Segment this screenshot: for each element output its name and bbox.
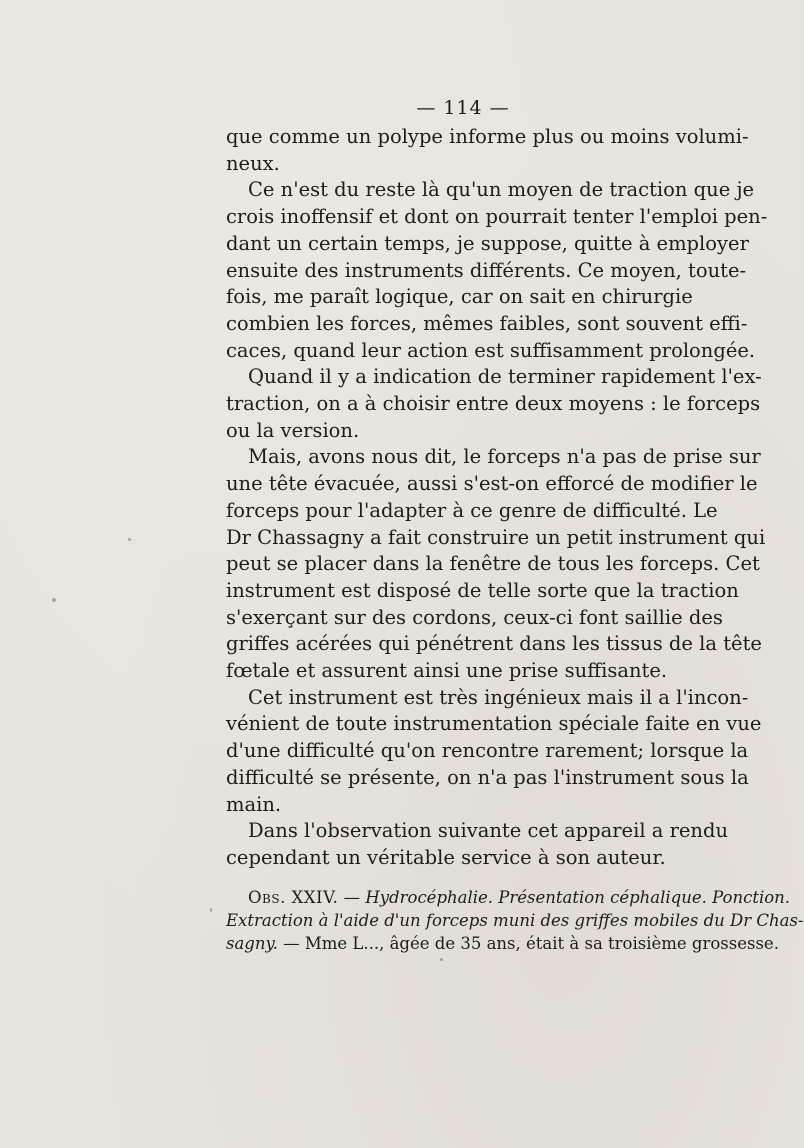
- paragraph: [226, 177, 768, 364]
- text-line: fois, me paraît logique, car on sait en chirurgie: [226, 285, 693, 309]
- text-line: Dans l'observation suivante cet appareil a rendu: [248, 819, 729, 843]
- text-line: traction, on a à choisir entre deux moyens : le forceps: [226, 392, 761, 416]
- body-text: [226, 124, 768, 872]
- text-line: une tête évacuée, aussi s'est-on efforcé de modifier le: [226, 472, 758, 496]
- text-line: main.: [226, 792, 282, 816]
- text-line: Quand il y a indication de terminer rapidement l'ex-: [248, 365, 762, 389]
- observation-title-3: sagny.: [226, 933, 278, 953]
- text-line: vénient de toute instrumentation spéciale faite en vue: [226, 712, 762, 736]
- text-line: peut se placer dans la fenêtre de tous les forceps. Cet: [226, 552, 760, 576]
- observation-title-1: Hydrocéphalie. Présentation céphalique. Ponction.: [365, 887, 791, 907]
- text-line: ensuite des instruments différents. Ce moyen, toute-: [226, 258, 747, 282]
- paper-speck: [128, 538, 131, 541]
- observation-summary: — Mme L..., âgée de 35 ans, était à sa troisième grossesse.: [277, 933, 779, 953]
- paper-speck: [210, 908, 212, 912]
- observation-label: Obs. XXIV.: [248, 887, 339, 907]
- observation-block: [226, 886, 804, 955]
- text-line: griffes acérées qui pénétrent dans les tissus de la tête: [226, 632, 762, 656]
- text-line: Cet instrument est très ingénieux mais il a l'incon-: [248, 685, 749, 709]
- text-line: difficulté se présente, on n'a pas l'instrument sous la: [226, 765, 749, 789]
- text-line: Mais, avons nous dit, le forceps n'a pas de prise sur: [248, 445, 761, 469]
- page-content: [226, 96, 804, 955]
- text-line: crois inoffensif et dont on pourrait tenter l'emploi pen-: [226, 205, 768, 229]
- text-line: forceps pour l'adapter à ce genre de difficulté. Le: [226, 498, 718, 522]
- paragraph: [226, 685, 762, 819]
- text-line: combien les forces, mêmes faibles, sont souvent effi-: [226, 311, 748, 335]
- text-line: cependant un véritable service à son auteur.: [226, 845, 666, 869]
- text-line: que comme un polype informe plus ou moins volumi-: [226, 125, 749, 148]
- text-line: s'exerçant sur des cordons, ceux-ci font saillie des: [226, 605, 723, 629]
- page-number: — 114 —: [416, 97, 510, 119]
- observation-line-1: [226, 886, 791, 909]
- text-line: instrument est disposé de telle sorte que la traction: [226, 578, 739, 602]
- text-line: fœtale et assurent ainsi une prise suffisante.: [226, 659, 668, 683]
- paragraph: [226, 818, 729, 871]
- text-line: ou la version.: [226, 418, 360, 442]
- paragraph: [226, 364, 762, 444]
- paper-speck: [52, 598, 56, 602]
- paragraph: [226, 124, 749, 177]
- text-line: Ce n'est du reste là qu'un moyen de traction que je: [248, 178, 755, 202]
- observation-title-2: Extraction à l'aide d'un forceps muni des griffes mobiles du Dr Chas-: [226, 910, 804, 930]
- observation-dash: —: [338, 887, 366, 907]
- text-line: caces, quand leur action est suffisamment prolongée.: [226, 338, 756, 362]
- text-line: d'une difficulté qu'on rencontre rarement; lorsque la: [226, 739, 749, 763]
- text-line: neux.: [226, 151, 280, 175]
- text-line: dant un certain temps, je suppose, quitte à employer: [226, 231, 749, 255]
- text-line: Dr Chassagny a fait construire un petit instrument qui: [226, 525, 766, 549]
- observation-line-3: [226, 932, 779, 955]
- paper-speck: [440, 958, 443, 961]
- paragraph: [226, 444, 766, 684]
